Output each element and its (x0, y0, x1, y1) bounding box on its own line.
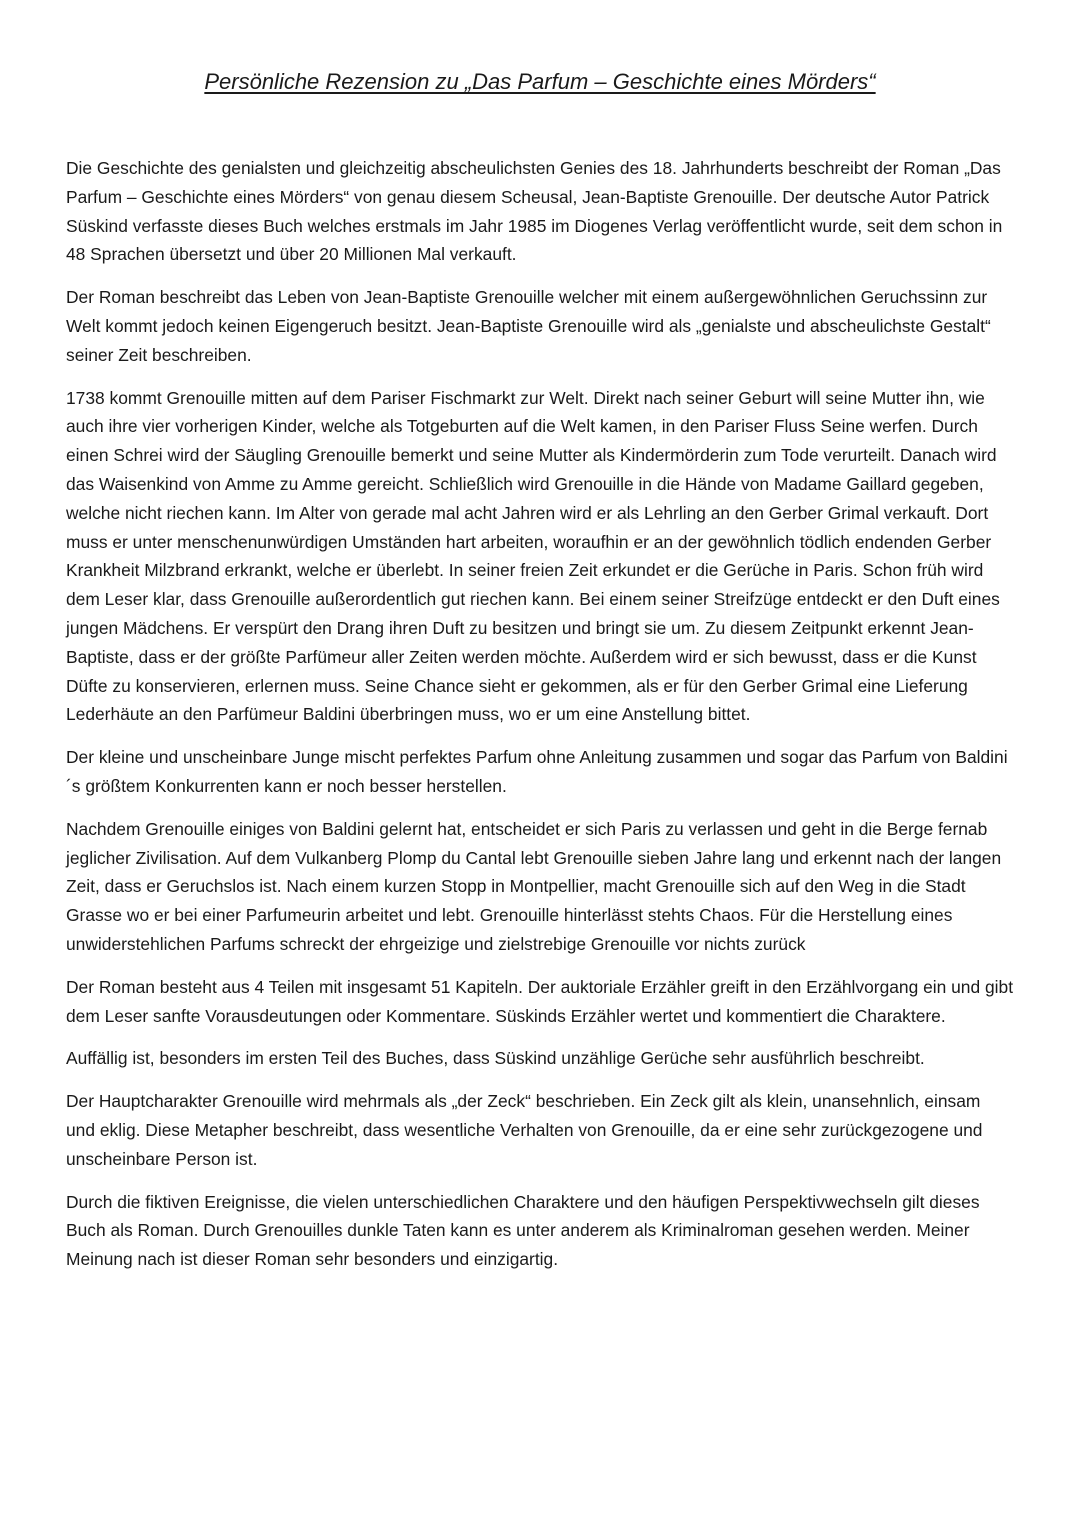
paragraph-baldini: Der kleine und unscheinbare Junge mischt perfektes Parfum ohne Anleitung zusammen und sogar das Parfum von Baldini´s größtem Konkurrenten kann er noch besser herstellen. (66, 747, 1008, 796)
paragraph-conclusion: Durch die fiktiven Ereignisse, die vielen unterschiedlichen Charaktere und den häufigen Perspektivwechseln gilt dieses Buch als Roman. Durch Grenouilles dunkle Taten kann es unter anderem als Kriminalroman gesehen werden. Meiner Meinung nach ist dieser Roman sehr besonders und einzigartig. (66, 1191, 980, 1270)
paragraph-metaphor: Der Hauptcharakter Grenouille wird mehrmals als „der Zeck“ beschrieben. Ein Zeck gilt als klein, unansehnlich, einsam und eklig. Diese Metapher beschreibt, dass wesentliche Verhalten von Grenouille, da er eine sehr zurückgezogene und unscheinbare Person ist. (66, 1091, 983, 1169)
paragraph-intro: Die Geschichte des genialsten und gleichzeitig abscheulichsten Genies des 18. Jahrhunderts beschreibt der Roman „Das Parfum – Geschichte eines Mörders“ von genau diesem Scheusal, Jean-Baptiste Grenouille. Der deutsche Autor Patrick Süskind verfasste dieses Buch welches erstmals im Jahr 1985 im Diogenes Verlag veröffentlicht wurde, seit dem schon in 48 Sprachen übersetzt und über 20 Millionen Mal verkauft. (66, 158, 1003, 265)
paragraph-summary: Der Roman beschreibt das Leben von Jean-Baptiste Grenouille welcher mit einem außergewöhnlichen Geruchssinn zur Welt kommt jedoch keinen Eigengeruch besitzt. Jean-Baptiste Grenouille wird als „genialste und abscheulichste Gestalt“ seiner Zeit beschreiben. (66, 287, 991, 365)
paragraph-journey: Nachdem Grenouille einiges von Baldini gelernt hat, entscheidet er sich Paris zu verlassen und geht in die Berge fernab jeglicher Zivilisation. Auf dem Vulkanberg Plomp du Cantal lebt Grenouille sieben Jahre lang und erkennt nach der langen Zeit, dass er Geruchslos ist. Nach einem kurzen Stopp in Montpellier, macht Grenouille sich auf den Weg in die Stadt Grasse wo er bei einer Parfumeurin arbeitet und lebt. Grenouille hinterlässt stehts Chaos. Für die Herstellung eines unwiderstehlichen Parfums schreckt der ehrgeizige und zielstrebige Grenouille vor nichts zurück (66, 818, 1002, 954)
paragraph-structure: Der Roman besteht aus 4 Teilen mit insgesamt 51 Kapiteln. Der auktoriale Erzähler greift in den Erzählvorgang ein und gibt dem Leser sanfte Vorausdeutungen oder Kommentare. Süskinds Erzähler wertet und kommentiert die Charaktere. (66, 976, 1014, 1026)
paragraph-plot: 1738 kommt Grenouille mitten auf dem Pariser Fischmarkt zur Welt. Direkt nach seiner Geburt will seine Mutter ihn, wie auch ihre vier vorherigen Kinder, welche als Totgeburten auf die Welt kamen, in den Pariser Fluss Seine werfen. Durch einen Schrei wird der Säugling Grenouille bemerkt und seine Mutter als Kindermörderin zum Tode verurteilt. Danach wird das Waisenkind von Amme zu Amme gereicht. Schließlich wird Grenouille in die Hände von Madame Gaillard gegeben, welche nicht riechen kann. Im Alter von gerade mal acht Jahren wird er als Lehrling an den Gerber Grimal verkauft. Dort muss er unter menschenunwürdigen Umständen hart arbeiten, woraufhin er an der gewöhnlich tödlich endenden Gerber Krankheit Milzbrand erkrankt, welche er überlebt. In seiner freien Zeit erkundet er die Gerüche in Paris. Schon früh wird dem Leser klar, dass Grenouille außerordentlich gut riechen kann. Bei einem seiner Streifzüge entdeckt er den Duft eines jungen Mädchens. Er verspürt den Drang ihren Duft zu besitzen und bringt sie um. Zu diesem Zeitpunkt erkennt Jean-Baptiste, dass er der größte Parfümeur aller Zeiten werden möchte. Außerdem wird er sich bewusst, dass er die Kunst Düfte zu konservieren, erlernen muss. Seine Chance sieht er gekommen, als er für den Gerber Grimal eine Lieferung Lederhäute an den Parfümeur Baldini überbringen muss, wo er um eine Anstellung bittet. (66, 387, 1000, 725)
page-title: Persönliche Rezension zu „Das Parfum – Geschichte eines Mörders“ (204, 69, 876, 94)
document-body (66, 154, 1014, 1288)
paragraph-smells: Auffällig ist, besonders im ersten Teil des Buches, dass Süskind unzählige Gerüche sehr ausführlich beschreibt. (66, 1048, 925, 1069)
